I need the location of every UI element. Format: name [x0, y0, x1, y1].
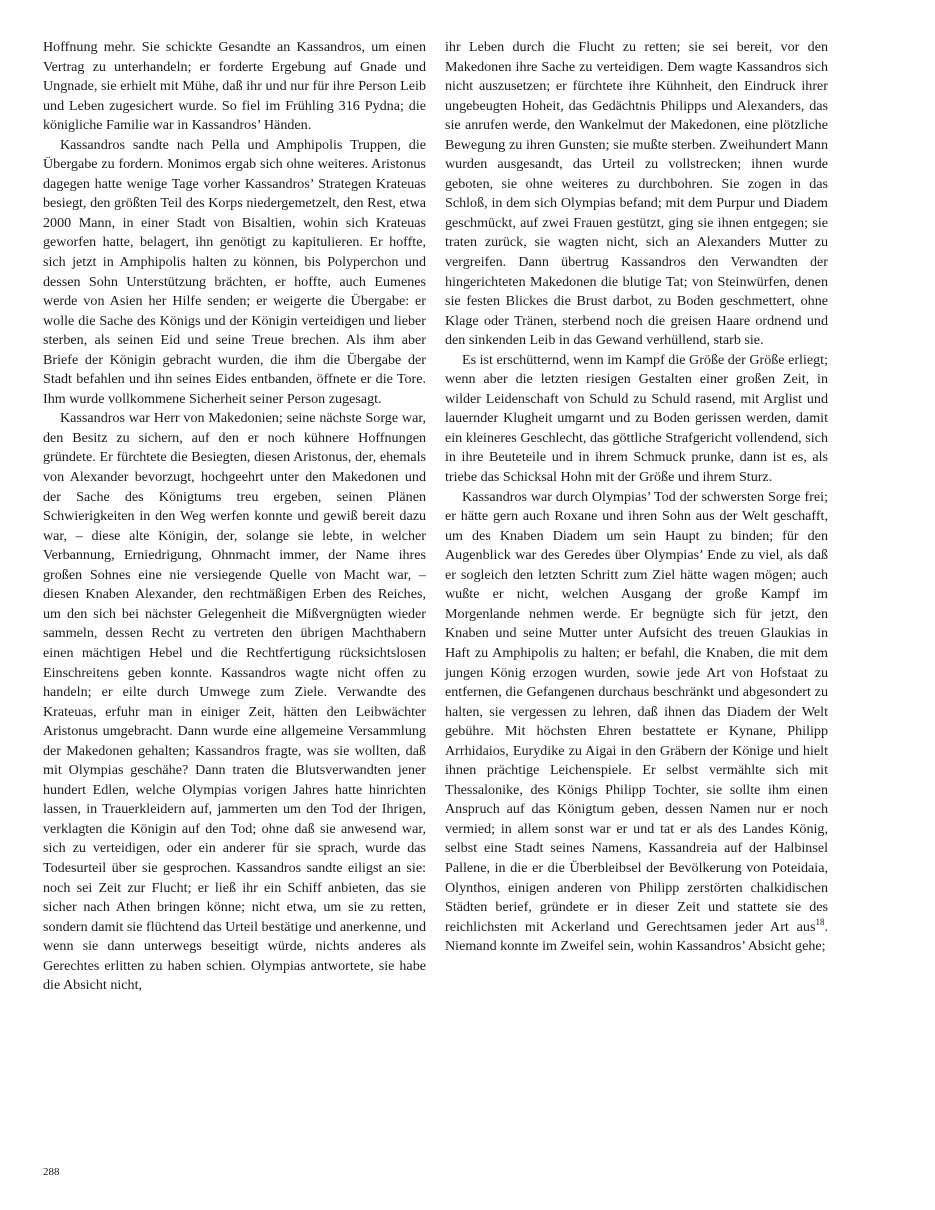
paragraph: Kassandros sandte nach Pella und Amphipolis Truppen, die Übergabe zu fordern. Monimos ergab sich ohne weiteres. Aristonus dagegen hatte wenige Tage vorher Kassandros’ Strategen Krateuas besiegt, den größten Teil des Korps niedergemetzelt, den Rest, etwa 2000 Mann, in einer Stadt von Bisaltien, wohin sich Krateuas geworfen hatte, belagert, ihn genötigt zu kapitulieren. Er hoffte, sich jetzt in Amphipolis halten zu können, bis Polyperchon und dessen Sohn Unterstützung brächten, er hoffte, auch Eumenes werde von Asien her Hilfe senden; er weigerte die Übergabe: er wolle die Sache des Königs und der Königin verteidigen und lieber sterben, als seinen Eid und seine Treue brechen. Als ihm aber Briefe der Königin gebracht wurden, die ihm die Übergabe der Stadt befahlen und ihn seines Eides entbanden, öffnete er die Tore. Ihm wurde vollkommene Sicherheit seiner Person zugesagt. [43, 136, 426, 407]
paragraph-text: Kassandros war durch Olympias’ Tod der schwersten Sorge frei; er hätte gern auch Roxane und ihren Sohn aus der Welt geschafft, um des Knaben Diadem um sein Haupt zu binden; für den Augenblick war des Geredes über Olympias’ Ende zu viel, als daß er sogleich den letzten Schritt zum Ziel hätte wagen mögen; auch wußte er nicht, welchen Ausgang der große Kampf im Morgenlande nehmen werde. Er begnügte sich für jetzt, den Knaben und seine Mutter unter Aufsicht des treuen Glaukias in Haft zu Amphipolis zu halten; er befahl, die Knaben, die mit dem jungen König erzogen wurden, sowie jede Art von Hofstaat zu entfernen, die Gefangenen durchaus beschränkt und abgesondert zu halten, sie vergessen zu lehren, daß ihnen das Diadem der Welt gebühre. Mit höchsten Ehren bestattete er Kynane, Philipp Arrhidaios, Eurydike zu Aigai in den Gräbern der Könige und hielt ihnen prächtige Leichenspiele. Er selbst vermählte sich mit Thessalonike, des Königs Philipp Tochter, sie sollte ihm einen Anspruch auf das Königtum geben, dessen Namen nur er noch vermied; in allem sonst war er und tat er als des Landes König, selbst eine Stadt seines Namens, Kassandreia auf der Halbinsel Pallene, in die er die Überbleibsel der Bevölkerung von Poteidaia, Olynthos, einigen anderen von Philipp zerstörten chalkidischen Städten berief, gründete er in dieser Zeit und stattete sie des reichlichsten mit Ackerland und Gerechtsamen jeder Art aus [445, 488, 828, 935]
text-column-left [43, 38, 426, 996]
paragraph: Kassandros war Herr von Makedonien; seine nächste Sorge war, den Besitz zu sichern, auf den er noch kühnere Hoffnungen gründete. Er fürchtete die Besiegten, diesen Aristonus, der, ehemals von Alexander bevorzugt, hochgeehrt unter den Makedonen und der Sache des Königtums treu ergeben, seinen Plänen Schwierigkeiten in den Weg werfen konnte und gewiß bereit dazu war, – diese alte Königin, der, solange sie lebte, in welcher Verbannung, Erniedrigung, Ohnmacht immer, der Name ihres großen Sohnes eine nie versiegende Quelle von Macht war, – diesen Knaben Alexander, den rechtmäßigen Erben des Reiches, um den sich bei nächster Gelegenheit die Mißvergnügten wieder sammeln, dessen Recht zu vertreten den übrigen Machthabern einen mächtigen Hebel und die Rechtfertigung rücksichtslosen Einschreitens geben konnte. Kassandros wagte nicht offen zu handeln; er eilte durch Umwege zum Ziele. Verwandte des Krateuas, erfuhr man in einiger Zeit, hätten den Leibwächter Aristonus umgebracht. Dann wurde eine allgemeine Versammlung der Makedonen gehalten; Kassandros fragte, was sie wollten, daß mit Olympias geschähe? Dann traten die Blutsverwandten jener hundert Edlen, welche Olympias vorigen Jahres hatte hinrichten lassen, in Trauerkleidern auf, jammerten um den Tod der Ihrigen, verklagten die Königin auf den Tod; ohne daß sie anwesend war, sich zu verteidigen, oder ein anderer für sie sprach, wurde das Todesurteil über sie gesprochen. Kassandros sandte eiligst an sie: noch sei Zeit zur Flucht; er ließ ihr ein Schiff anbieten, das sie sicher nach Athen bringen könne; nicht etwa, um sie zu retten, sondern damit sie flüchtend das Urteil bestätige und anerkenne, und wenn sie dann unterwegs beseitigt würde, nichts anderes als Gerechtes erlitten zu haben schien. Olympias antwortete, sie habe die Absicht nicht, [43, 410, 426, 994]
paragraph-text: . Niemand konnte im Zweifel sein, wohin Kassandros’ Absicht gehe; [445, 918, 828, 955]
paragraph: Hoffnung mehr. Sie schickte Gesandte an Kassandros, um einen Vertrag zu unterhandeln; er forderte Ergebung auf Gnade und Ungnade, sie erhielt mit Mühe, daß ihr und nur für ihre Person Leib und Leben zugesichert wurde. So fiel im Frühling 316 Pydna; die königliche Familie war in Kassandros’ Händen. [43, 39, 426, 134]
page-number: 288 [43, 1166, 60, 1178]
paragraph: ihr Leben durch die Flucht zu retten; sie sei bereit, vor den Makedonen ihre Sache zu verteidigen. Dem wagte Kassandros sich nicht auszusetzen; er fürchtete ihre Kühnheit, den Eindruck ihrer ungebeugten Hoheit, das Gedächtnis Philipps und Alexanders, das sie anrufen werde, den Wankelmut der Makedonen, eine plötzliche Bewegung zu ihren Gunsten; sie mußte sterben. Zweihundert Mann wurden ausgesandt, das Urteil zu vollstrecken; ihnen wurde geboten, sie ohne weiteres zu durchbohren. Sie zogen in das Schloß, in dem sich Olympias befand; mit dem Purpur und Diadem geschmückt, auf zwei Frauen gestützt, ging sie ihnen entgegen; sie traten zurück, sie wagten nicht, sich an Alexanders Mutter zu vergreifen. Dann übertrug Kassandros den Verwandten der hingerichteten Makedonen die blutige Tat; von Steinwürfen, denen sie festen Blickes die Brust darbot, zu Boden geschmettert, ohne Klage oder Tränen, sterbend noch die greisen Haare ordnend und den sinkenden Leib in das Gewand verhüllend, starb sie. [445, 39, 828, 349]
footnote-marker[interactable]: 18 [815, 916, 825, 927]
paragraph: Es ist erschütternd, wenn im Kampf die Größe der Größe erliegt; wenn aber die letzten riesigen Gestalten einer großen Zeit, in wilder Leidenschaft von Schuld zu Schuld rasend, mit Arglist und lauernder Klugheit umgarnt und zu Boden gerissen werden, damit ein kleineres Geschlecht, das göttliche Strafgericht vollendend, sich in ihre Beuteteile und in ihrem Schmuck prunke, dann ist es, als triebe das Schicksal Hohn mit der Größe und ihrem Sturz. [445, 351, 828, 486]
text-column-right [445, 38, 828, 957]
paragraph [445, 488, 828, 957]
